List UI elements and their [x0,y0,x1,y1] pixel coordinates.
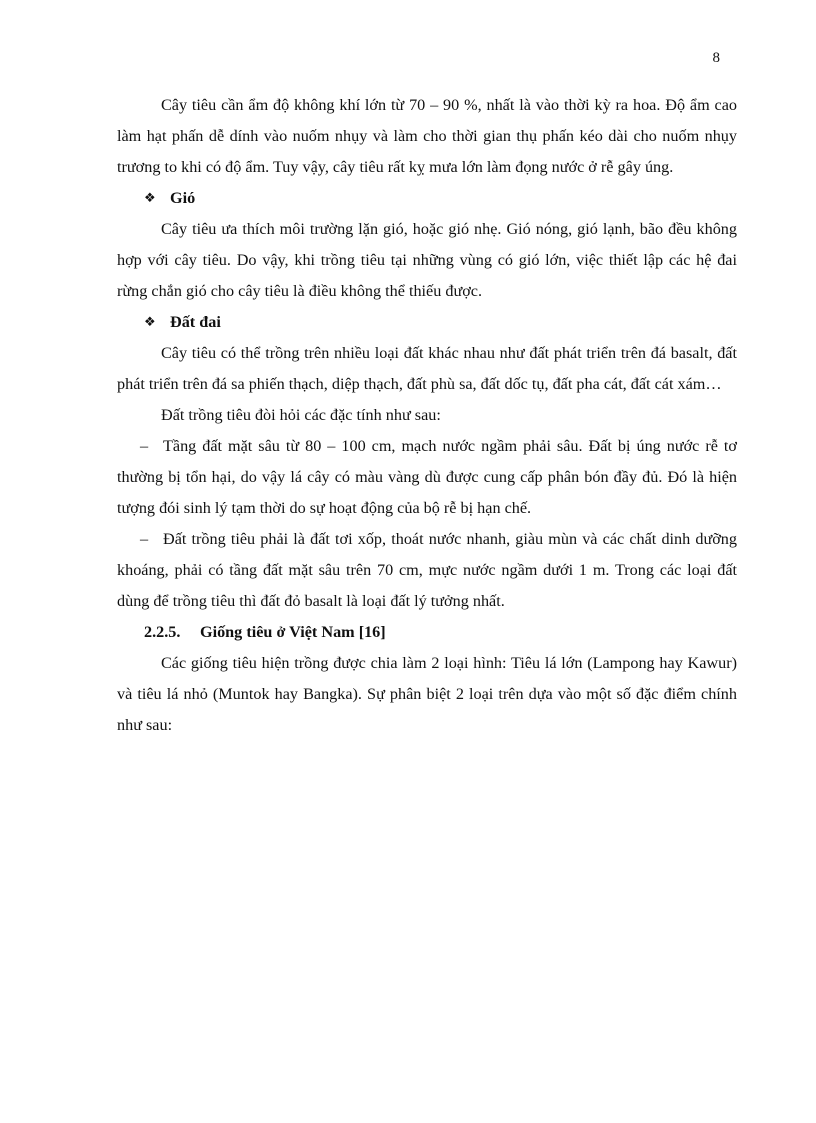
dash-icon: – [140,530,149,548]
list-item [117,524,737,617]
diamond-bullet-icon: ❖ [144,315,156,330]
paragraph-soil: Cây tiêu có thể trồng trên nhiều loại đất khác nhau như đất phát triển trên đá basalt, đất phát triển trên đá sa phiến thạch, diệp thạch, đất phù sa, đất dốc tụ, đất pha cát, đất cát xám… [117,344,737,393]
heading-wind-label: Gió [170,189,196,207]
page-number: 8 [712,50,720,66]
paragraph-soil-requirements: Đất trồng tiêu đòi hỏi các đặc tính như sau: [161,406,441,424]
section-title: Giống tiêu ở Việt Nam [16] [200,623,386,641]
list-item [117,431,737,524]
paragraph-varieties: Các giống tiêu hiện trồng được chia làm 2 loại hình: Tiêu lá lớn (Lampong hay Kawur) và tiêu lá nhỏ (Muntok hay Bangka). Sự phân biệt 2 loại trên dựa vào một số đặc điểm chính như sau: [117,654,737,734]
section-heading [144,617,737,648]
heading-soil [144,307,737,338]
document-body [117,90,737,741]
list-item-text: Tầng đất mặt sâu từ 80 – 100 cm, mạch nước ngầm phải sâu. Đất bị úng nước rễ tơ thường bị tổn hại, do vậy lá cây có màu vàng dù được cung cấp phân bón đầy đủ. Đó là hiện tượng đói sinh lý tạm thời do sự hoạt động của bộ rễ bị hạn chế. [117,437,737,517]
section-number: 2.2.5. [144,623,181,641]
list-item-text: Đất trồng tiêu phải là đất tơi xốp, thoát nước nhanh, giàu mùn và các chất dinh dưỡng khoáng, phải có tầng đất mặt sâu trên 70 cm, mực nước ngầm dưới 1 m. Trong các loại đất dùng để trồng tiêu thì đất đỏ basalt là loại đất lý tưởng nhất. [117,530,737,610]
heading-wind [144,183,737,214]
diamond-bullet-icon: ❖ [144,191,156,206]
paragraph-humidity: Cây tiêu cần ẩm độ không khí lớn từ 70 – 90 %, nhất là vào thời kỳ ra hoa. Độ ẩm cao làm hạt phấn dễ dính vào nuốm nhụy và làm cho thời gian thụ phấn kéo dài cho nuốm nhụy trương to khi có độ ẩm. Tuy vậy, cây tiêu rất kỵ mưa lớn làm đọng nước ở rễ gây úng. [117,96,737,176]
paragraph-wind: Cây tiêu ưa thích môi trường lặn gió, hoặc gió nhẹ. Gió nóng, gió lạnh, bão đều không hợp với cây tiêu. Do vậy, khi trồng tiêu tại những vùng có gió lớn, việc thiết lập các hệ đai rừng chắn gió cho cây tiêu là điều không thể thiếu được. [117,220,737,300]
dash-icon: – [140,437,149,455]
heading-soil-label: Đất đai [170,313,221,331]
